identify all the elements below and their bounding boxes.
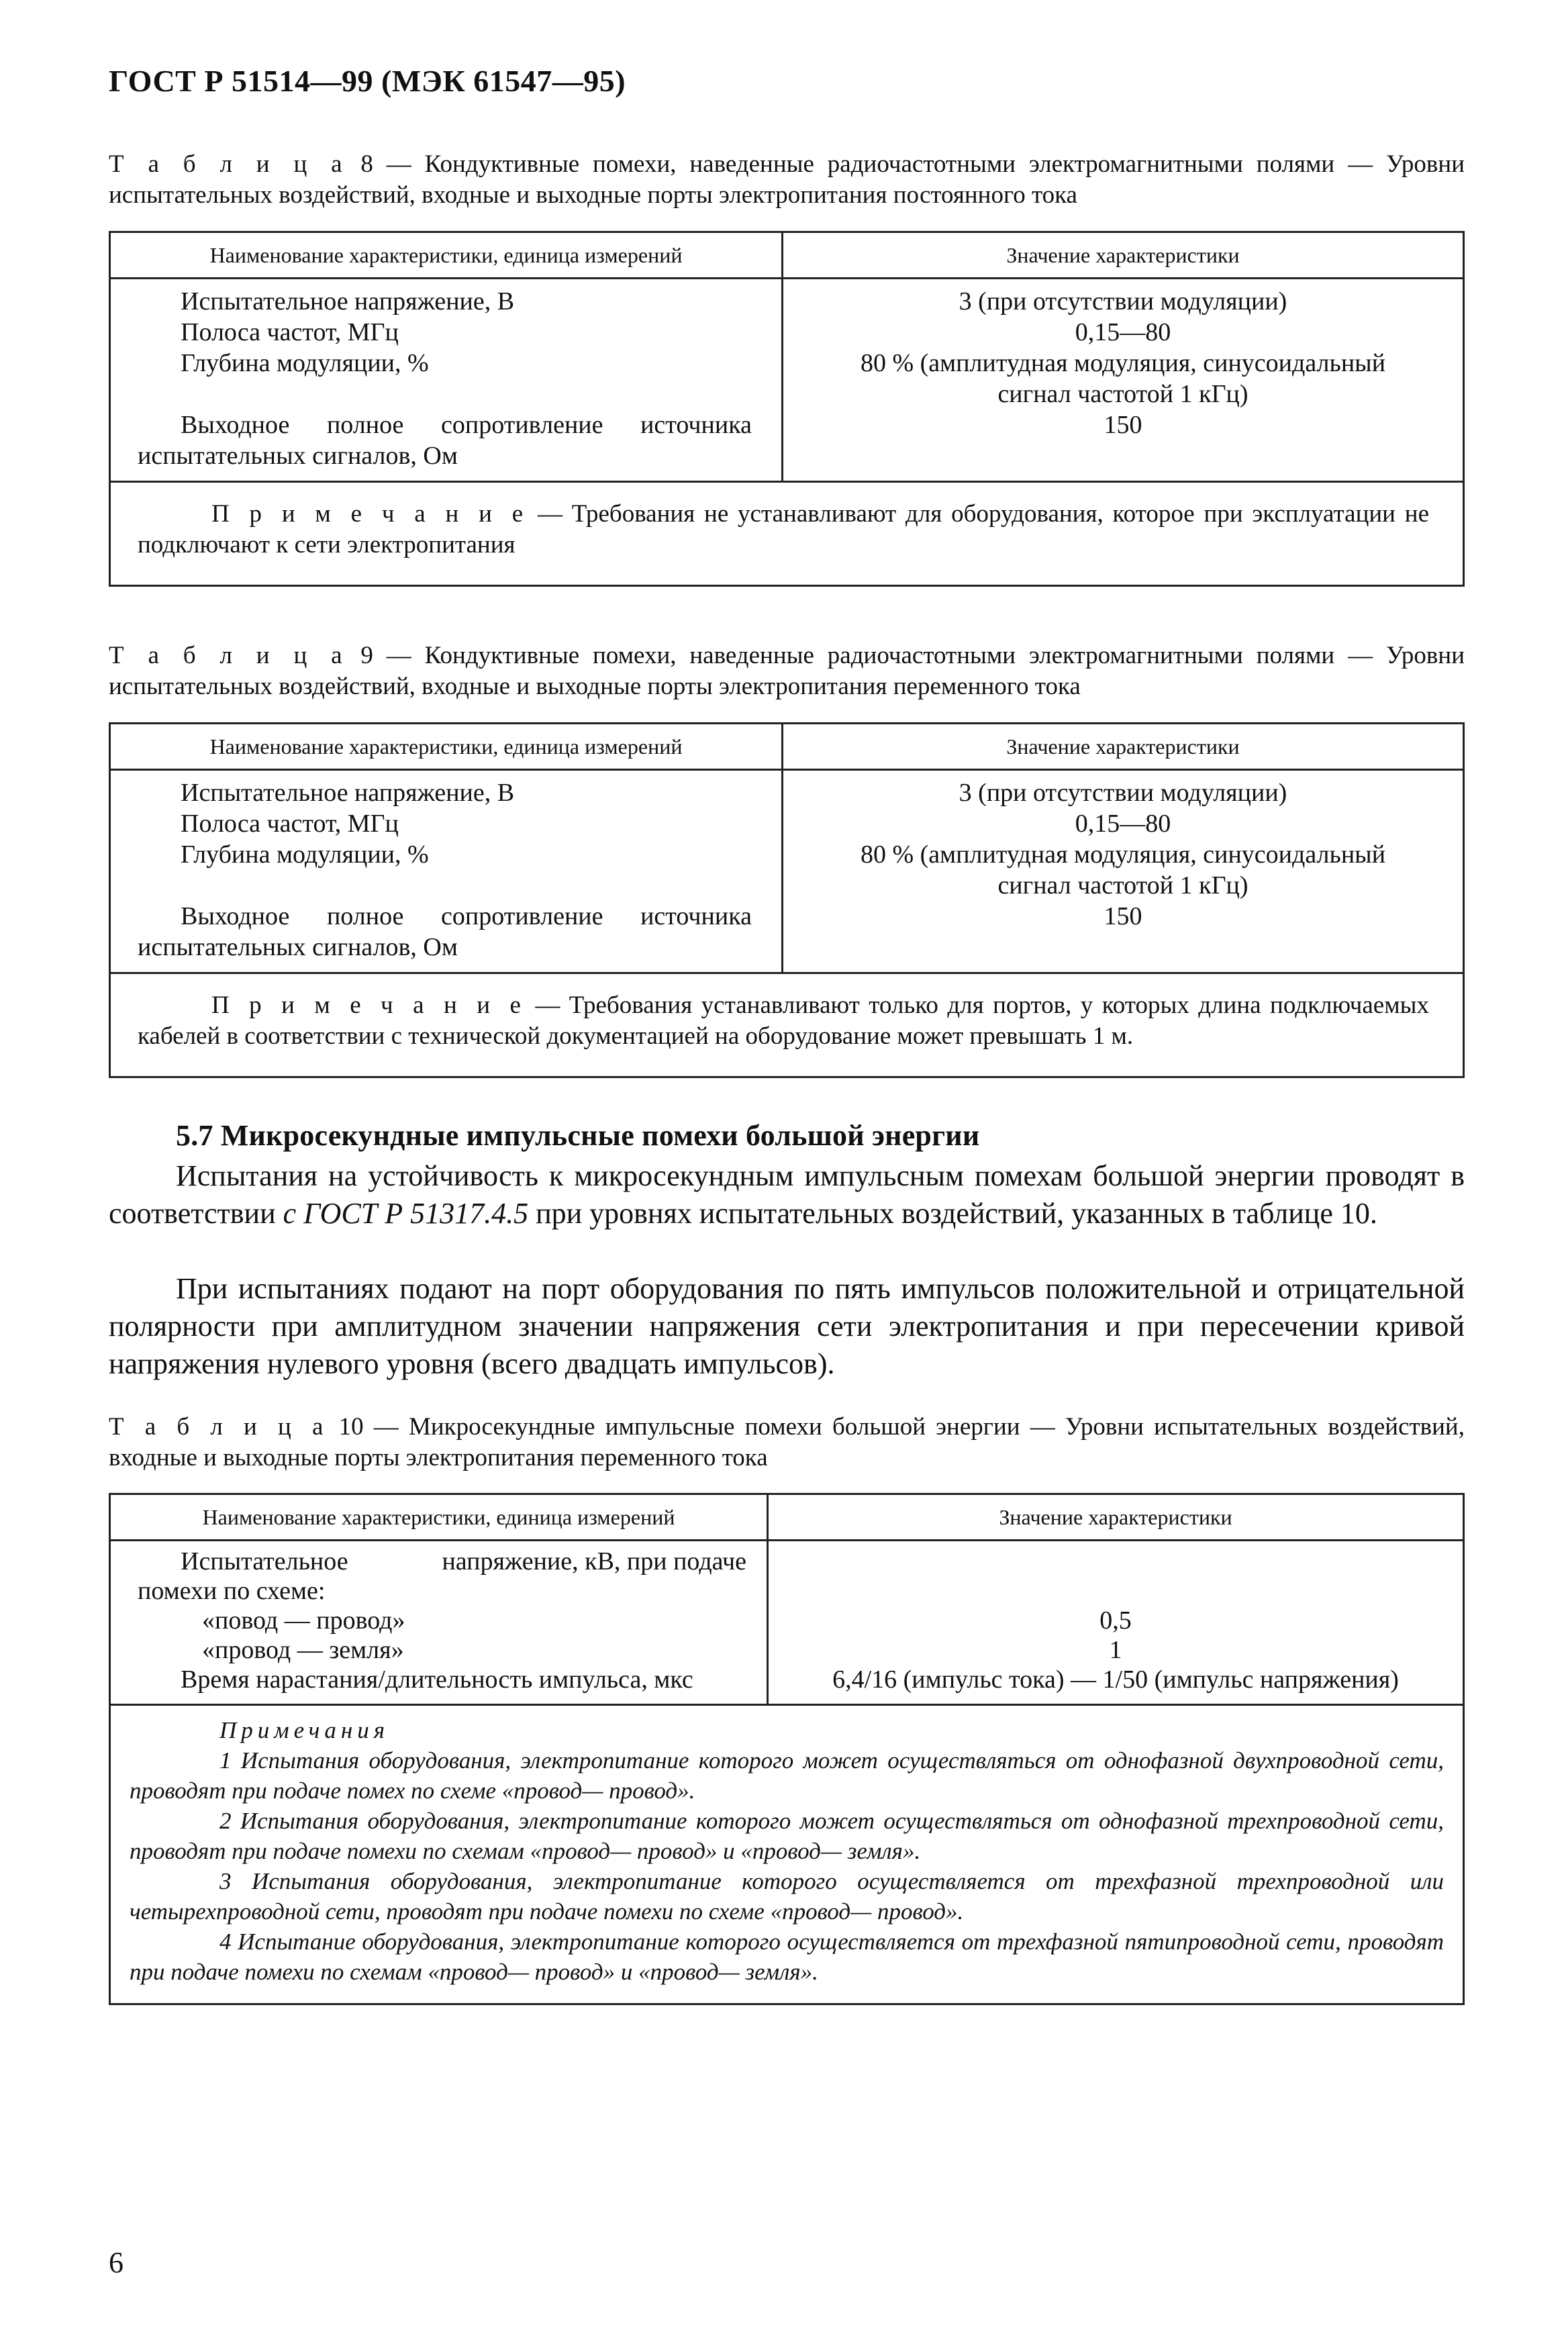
word: Выходное (181, 411, 290, 439)
table9-note-text: — Требования устанавливают только для портов, у которых длина подключаемых кабелей в соответствии с технической документацией на оборудование может превышать 1 м. (138, 991, 1430, 1050)
table9-value-modulation-cont: сигнал частотой 1 кГц) (997, 871, 1248, 900)
word: полное (326, 411, 404, 439)
table10-value-rise-time: 6,4/16 (импульс тока) — 1/50 (импульс напряжения) (832, 1665, 1399, 1694)
table8-value-band: 0,15—80 (1075, 318, 1171, 346)
table9-param-modulation: Глубина модуляции, % (181, 840, 429, 869)
table8-caption-prefix: Т а б л и ц а (109, 150, 348, 178)
table8-param-band: Полоса частот, МГц (181, 318, 399, 346)
word: Испытательное (181, 1547, 348, 1575)
table8-header-right: Значение характеристики (783, 232, 1464, 279)
table10-param-line-line: «повод — провод» (202, 1606, 405, 1635)
word: полное (326, 902, 404, 930)
table10-header-left: Наименование характеристики, единица измерений (110, 1494, 768, 1541)
table8-header-left: Наименование характеристики, единица измерений (110, 232, 783, 279)
table9-param-impedance-cont: испытательных сигналов, Ом (138, 933, 458, 961)
table10-value-line-line: 0,5 (1099, 1606, 1132, 1635)
table10-header-right: Значение характеристики (768, 1494, 1464, 1541)
table10-values-cell (768, 1541, 1464, 1705)
word: Выходное (181, 902, 290, 930)
paragraph-text: Испытания на устойчивость к микросекундным импульсным помехам большой энергии проводят в соответствии (109, 1159, 1465, 1230)
word: сопротивление (441, 411, 603, 439)
table9-values-cell (783, 770, 1464, 973)
word: источника (640, 902, 752, 930)
word: источника (640, 411, 752, 439)
table9 (109, 722, 1465, 1078)
table9-param-band: Полоса частот, МГц (181, 810, 399, 838)
table10-caption-text: 10 — Микросекундные импульсные помехи большой энергии — Уровни испытательных воздействий, входные и выходные порты электропитания переменного тока (109, 1413, 1465, 1471)
table9-caption-prefix: Т а б л и ц а (109, 642, 348, 669)
table10-param-voltage-cont: помехи по схеме: (138, 1577, 326, 1605)
document-header: ГОСТ Р 51514—99 (МЭК 61547—95) (109, 64, 626, 98)
table8-params-cell (110, 279, 783, 482)
table8-note (110, 482, 1464, 586)
table8-value-modulation: 80 % (амплитудная модуляция, синусоидальный (860, 349, 1386, 377)
table9-caption-text: 9 — Кондуктивные помехи, наведенные радиочастотными электромагнитными полями — Уровни испытательных воздействий, входные и выходные порты электропитания переменного тока (109, 642, 1465, 700)
table8-param-impedance (138, 409, 752, 440)
table10-note-4: 4 Испытание оборудования, электропитание которого осуществляется от трехфазной пятипроводной сети, проводят при подаче помехи по схемам «провод— провод» и «провод— земля». (130, 1929, 1444, 1985)
table10-param-rise-time: Время нарастания/длительность импульса, мкс (181, 1665, 693, 1694)
table8-value-voltage: 3 (при отсутствии модуляции) (959, 287, 1287, 315)
table8-values-cell (783, 279, 1464, 482)
table9-header-right: Значение характеристики (783, 724, 1464, 770)
table10-value-line-earth: 1 (1109, 1636, 1122, 1664)
table10-param-line-earth: «провод — земля» (202, 1636, 404, 1664)
table8-value-modulation-cont: сигнал частотой 1 кГц) (997, 380, 1248, 408)
word: напряжение, кВ, при подаче (442, 1547, 746, 1575)
table9-header-left: Наименование характеристики, единица измерений (110, 724, 783, 770)
table9-note (110, 973, 1464, 1077)
page-number: 6 (109, 2246, 124, 2279)
table9-param-impedance (138, 901, 752, 932)
table9-param-voltage: Испытательное напряжение, В (181, 779, 515, 807)
table9-value-modulation: 80 % (амплитудная модуляция, синусоидальный (860, 840, 1386, 869)
table8-note-text: — Требования не устанавливают для оборудования, которое при эксплуатации не подключают к сети электропитания (138, 500, 1429, 559)
table10-note-3: 3 Испытания оборудования, электропитание которого осуществляется от трехфазной трехпроводной или четырехпроводной сети, проводят при подаче помехи по схеме «провод— провод». (130, 1868, 1444, 1925)
table10-note-2: 2 Испытания оборудования, электропитание которого может осуществляться от однофазной трехпроводной сети, проводят при подаче помехи по схемам «провод— провод» и «провод— земля». (130, 1808, 1444, 1864)
section-paragraph-2: При испытаниях подают на порт оборудования по пять импульсов положительной и отрицательной полярности при амплитудном значении напряжения сети электропитания и при пересечении кривой напряжения нулевого уровня (всего двадцать импульсов). (109, 1272, 1465, 1380)
section-paragraph-1 (109, 1157, 1465, 1232)
table10-caption (109, 1412, 1465, 1473)
table9-value-voltage: 3 (при отсутствии модуляции) (959, 779, 1287, 807)
table8-note-label: П р и м е ч а н и е (211, 500, 529, 528)
table8-caption-text: 8 — Кондуктивные помехи, наведенные радиочастотными электромагнитными полями — Уровни испытательных воздействий, входные и выходные порты электропитания постоянного тока (109, 150, 1465, 209)
table10-caption-prefix: Т а б л и ц а (109, 1413, 329, 1441)
section-heading: 5.7 Микросекундные импульсные помехи большой энергии (176, 1119, 980, 1152)
table10-params-cell (110, 1541, 768, 1705)
table10-param-voltage (138, 1547, 746, 1576)
paragraph-text: при уровнях испытательных воздействий, указанных в таблице 10. (528, 1197, 1377, 1230)
table9-params-cell (110, 770, 783, 973)
table8-caption (109, 149, 1465, 211)
table10-notes (110, 1705, 1464, 2004)
table9-note-label: П р и м е ч а н и е (211, 991, 526, 1019)
word: сопротивление (441, 902, 603, 930)
table9-value-band: 0,15—80 (1075, 810, 1171, 838)
table8-param-impedance-cont: испытательных сигналов, Ом (138, 442, 458, 470)
standard-reference: с ГОСТ Р 51317.4.5 (283, 1197, 529, 1230)
table9-value-impedance: 150 (1104, 902, 1142, 930)
table9-caption (109, 640, 1465, 702)
table8-param-modulation: Глубина модуляции, % (181, 349, 429, 377)
table8-param-voltage: Испытательное напряжение, В (181, 287, 515, 315)
table10 (109, 1493, 1465, 2005)
table8-value-impedance: 150 (1104, 411, 1142, 439)
table8 (109, 231, 1465, 587)
table10-note-1: 1 Испытания оборудования, электропитание которого может осуществляться от однофазной двухпроводной сети, проводят при подаче помех по схеме «провод— провод». (130, 1747, 1444, 1804)
table10-notes-title: Примечания (219, 1717, 390, 1743)
